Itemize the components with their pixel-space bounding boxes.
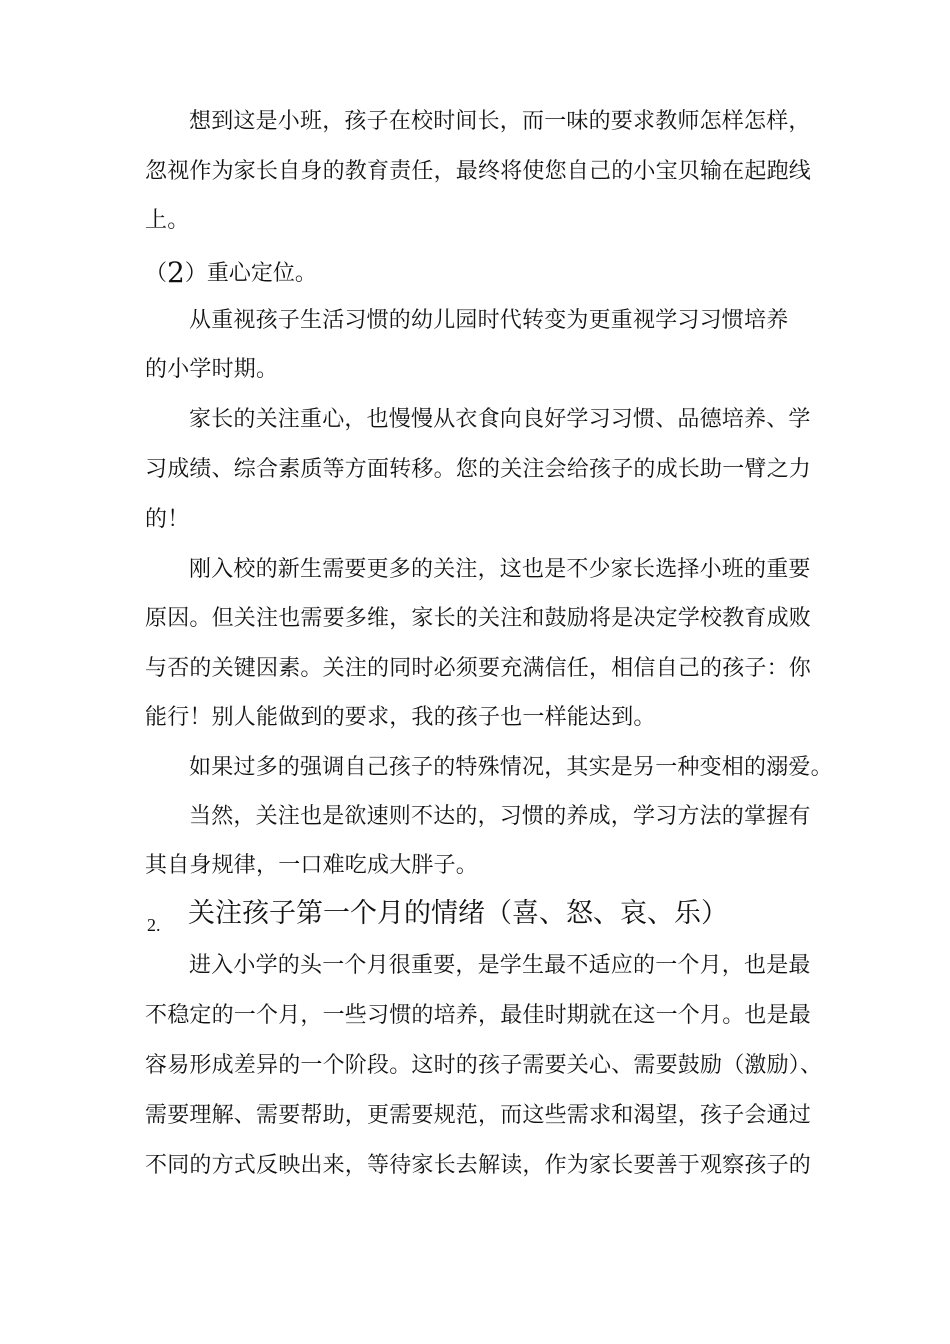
paragraph-line: 从重视孩子生活习惯的幼儿园时代转变为更重视学习习惯培养 — [189, 308, 789, 333]
paragraph-line: 如果过多的强调自己孩子的特殊情况，其实是另一种变相的溺爱。 — [189, 755, 833, 780]
subsection-title: 重心定位。 — [206, 261, 317, 286]
paragraph-line: 原因。但关注也需要多维，家长的关注和鼓励将是决定学校教育成败 — [145, 606, 812, 631]
paragraph-line: 的小学时期。 — [145, 357, 279, 382]
paragraph-line: 家长的关注重心，也慢慢从衣食向良好学习习惯、品德培养、学 — [189, 407, 811, 432]
paragraph-line: 其自身规律，一口难吃成大胖子。 — [145, 853, 479, 878]
paragraph-line: 不同的方式反映出来，等待家长去解读，作为家长要善于观察孩子的 — [145, 1153, 812, 1178]
subsection-heading — [145, 256, 317, 289]
paragraph-line: 习成绩、综合素质等方面转移。您的关注会给孩子的成长助一臂之力 — [145, 457, 812, 482]
paragraph-line: 能行！别人能做到的要求，我的孩子也一样能达到。 — [145, 705, 656, 730]
paragraph-line: 容易形成差异的一个阶段。这时的孩子需要关心、需要鼓励（激励）、 — [145, 1053, 823, 1078]
subsection-close-paren: ） — [184, 261, 207, 286]
section-heading: 关注孩子第一个月的情绪（喜、怒、哀、乐） — [188, 898, 728, 929]
paragraph-line: 的！ — [145, 507, 190, 532]
paragraph-line: 需要理解、需要帮助，更需要规范，而这些需求和渴望，孩子会通过 — [145, 1103, 812, 1128]
paragraph-line: 上。 — [145, 208, 190, 233]
paragraph-line: 当然，关注也是欲速则不达的，习惯的养成，学习方法的掌握有 — [189, 804, 811, 829]
paragraph-line: 不稳定的一个月，一些习惯的培养，最佳时期就在这一个月。也是最 — [145, 1003, 812, 1028]
paragraph-line: 忽视作为家长自身的教育责任，最终将使您自己的小宝贝输在起跑线 — [145, 159, 812, 184]
paragraph-line: 与否的关键因素。关注的同时必须要充满信任，相信自己的孩子：你 — [145, 656, 812, 681]
section-number: 2. — [147, 915, 161, 935]
paragraph-line: 想到这是小班，孩子在校时间长，而一味的要求教师怎样怎样， — [189, 109, 811, 134]
paragraph-line: 进入小学的头一个月很重要，是学生最不适应的一个月，也是最 — [189, 953, 811, 978]
subsection-number: 2 — [167, 256, 185, 289]
paragraph-line: 刚入校的新生需要更多的关注，这也是不少家长选择小班的重要 — [189, 557, 811, 582]
subsection-open-paren: （ — [145, 261, 168, 286]
